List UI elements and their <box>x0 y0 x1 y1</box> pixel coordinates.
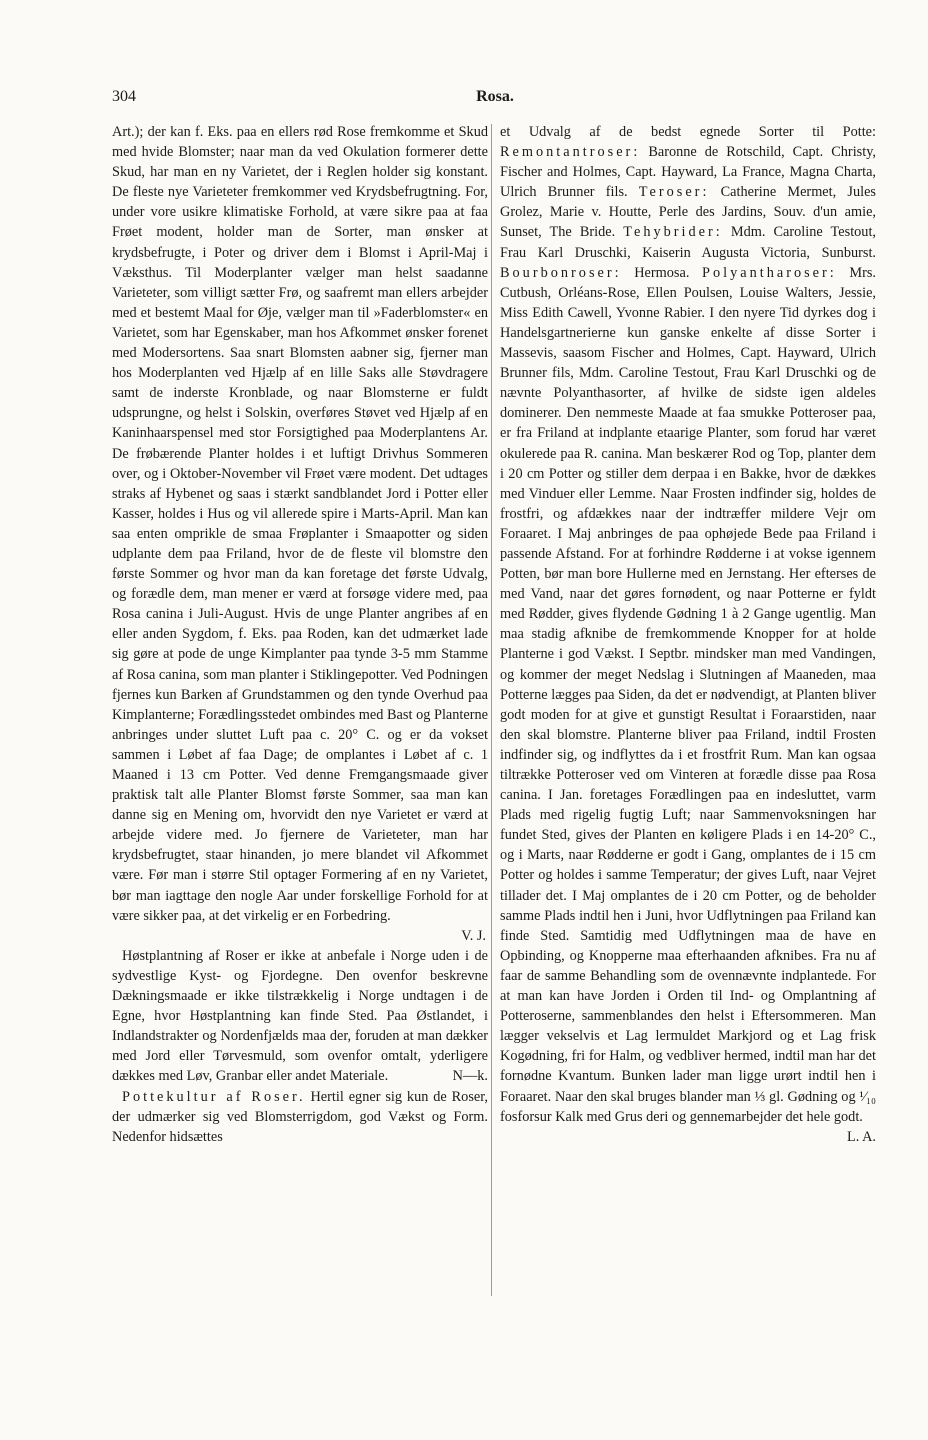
list-teroser: Catherine Mermet, Jules Grolez, Marie v. Houtte, Perle des Jardins, Souv. d'un amie, Sunset, The Bride. <box>500 184 876 241</box>
page-number: 304 <box>112 88 136 105</box>
heading-tehybrider: Tehybrider: <box>623 224 723 241</box>
signature-nk: N—k. <box>452 1068 488 1085</box>
autumn-planting-text: Høstplantning af Roser er ikke at anbefale i Norge uden i de sydvestlige Kyst- og Fjordegne. Den ovenfor beskrevne Dækningsmaade er ikke tilstrækkelig i Norge undtagen i de Egne, hvor Høstplantning kan finde Sted. Paa Østlandet, i Indlandstrakter og Nordenfjælds maa der, foruden at man dækker med Jord eller Tørvesmuld, som ovenfor omtalt, yderligere dækkes med Løv, Granbar eller andet Materiale. <box>112 947 488 1085</box>
running-title: Rosa. <box>476 88 514 105</box>
heading-bourbon: Bourbonroser: <box>500 264 622 281</box>
pot-culture-text: Hertil egner sig kun de Roser, der udmærker sig ved Blomsterrigdom, god Vækst og Form. Nedenfor hidsættes <box>112 1088 488 1145</box>
signature-la: L. A. <box>847 1128 876 1145</box>
pot-culture-heading: Pottekultur af Roser. <box>122 1088 306 1105</box>
right-column <box>500 122 876 1147</box>
paragraph-pot-varieties <box>500 122 877 1145</box>
heading-remontant: Remontantroser: <box>500 144 641 161</box>
list-remontant: Baronne de Rotschild, Capt. Christy, Fischer and Holmes, Capt. Hayward, La France, Magna Charta, Ulrich Brunner fils. <box>500 144 876 201</box>
signature-vj: V. J. <box>461 927 486 944</box>
pot-culture-method: I den nyere Tid dyrkes dog i Handelsgartnerierne kun ganske enkelte af disse Sorter i Massevis, saasom Fischer and Holmes, Capt. Hayward, Ulrich Brunner fils, Mdm. Caroline Testout, Frau Karl Druschki og de nævnte Polyanthasorter, af hvilke de sidste igen aldeles dominerer. Den nemmeste Maade at faa smukke Potteroser paa, er fra Friland at indplante etaarige Planter, som forud har været okulerede paa R. canina. Man beskærer Rod og Top, planter dem i 20 cm Potter og stiller dem derpaa i en Bakke, hvor de dækkes med Vinduer eller Lemme. Naar Frosten indfinder sig, holdes de frostfri, og afdækkes naar der indtræffer mildere Vejr om Foraaret. I Maj anbringes de paa ophøjede Bede paa Friland i passende Afstand. For at forhindre Rødderne i at vokse igennem Potten, bør man bore Hullerne med en Jernstang. Her efterses de med Vand, naar det gøres fornødent, og naar Potterne er fyldt med Rødder, gives flydende Gødning 1 à 2 Gange ugentlig. Man maa stadig afknibe de fremkommende Knopper for at holde Planterne i god Vækst. I Septbr. mindsker man med Vandingen, og kommer der meget Nedslag i Slutningen af Maaneden, maa Potterne lægges paa Siden, da det er nødvendigt, at Planten bliver godt moden for at give et gunstigt Resultat i Foraarstiden, naar den skal blomstre. Planterne bliver paa Friland, indtil Frosten indfinder sig, og indflyttes da i et frostfrit Rum. Man kan ogsaa tiltrække Potteroser ved om Vinteren at forædle disse paa Rosa canina. I Jan. foretages Forædlingen paa en indesluttet, varm Plads med rigelig fugtig Luft; naar Sammenvoksningen har fundet Sted, gives der Planten en køligere Plads i en 14-20° C., og i Marts, naar Rødderne er godt i Gang, omplantes de i 15 cm Potter og holdes i samme Temperatur; der gives Luft, naar Vejret tillader det. I Maj omplantes de i 20 cm Potter, og de beholder samme Plads indtil hen i Juni, hvor Udflytningen paa Friland kan finde Sted. Samtidig med Udflytningen maa de have en Opbinding, og Knopperne maa efterhaanden afknibes. Fra nu af faar de samme Behandling som de ovennævnte indplantede. For at man kan have Jorden i Orden til Ind- og Omplantning af Potteroserne, sammenblandes den helst i Eftersommeren. Man lægger vekselvis et Lag lermuldet Markjord og et Lag frisk Kogødning, fri for Halm, og vedbliver hermed, indtil man har det fornødne Kvantum. Bunken lader man ligge urørt indtil hen i Foraaret. Naar den skal bruges blander man ⅓ gl. Gødning og ¹⁄₁₀ fosforsur Kalk med Grus deri og gennemarbejder det hele godt. <box>500 304 876 1125</box>
varieties-intro: et Udvalg af de bedst egnede Sorter til Potte: <box>500 124 876 140</box>
left-column <box>112 122 488 1147</box>
list-tehybrider: Mdm. Caroline Testout, Frau Karl Druschki, Kaiserin Augusta Victoria, Sunburst. <box>500 224 877 261</box>
paragraph-pot-culture <box>112 1087 488 1147</box>
heading-teroser: Teroser: <box>638 184 710 201</box>
heading-polyantha: Polyantharoser: <box>702 264 837 281</box>
paragraph-rose-breeding: Art.); der kan f. Eks. paa en ellers rød Rose fremkomme et Skud med hvide Blomster; naar man da ved Okulation formerer dette Skud, har man en ny Varietet, der i Reglen holder sig konstant. De fleste nye Varieteter fremkommer ved Krydsbefrugtning. For, under vore usikre klimatiske Forhold, at være sikre paa at faa Frøet modent, holder man de Sorter, man ønsker at krydsbefrugte, i Poter og driver dem i Blomst i April-Maj i Væksthus. Til Moderplanter vælger man helst saadanne Varieteter, som villigt sætter Frø, og saafremt man ellers arbejder med et bestemt Maal for Øje, vælger man til »Faderblomster« en Varietet, som har Egenskaber, man hos Afkommet ønsker forenet med Modersortens. Saa snart Blomsten aabner sig, fjerner man hos Moderplanten ved Hjælp af en lille Saks alle Støvdragere samt de inderste Kronblade, og naar Blomsterne er fuldt udsprungne, og helst i Solskin, overføres Støvet ved Hjælp af en Kaninhaarspensel med stor Forsigtighed paa Moderplantens Ar. De frøbærende Planter holdes i et luftigt Drivhus Sommeren over, og i Oktober-November vil Frøet være modent. Det udtages straks af Hybenet og saas i stærkt sandblandet Jord i Potter eller Kasser, holdes i Hus og vil allerede spire i Marts-April. Man kan saa enten omprikle de smaa Frøplanter i Smaapotter og siden udplante dem paa Friland, hvor de de fleste vil blomstre den første Sommer og hvor man da kan foretage det første Udvalg, og forædle dem, man mener er værd at forsøge videre med, paa Rosa canina i Juli-August. Hvis de unge Planter angribes af en eller anden Sygdom, f. Eks. paa Roden, kan det udmærket lade sig gøre at pode de unge Kimplanter paa tynde 3-5 mm Stamme af Rosa canina, som man planter i Stiklingepotter. Ved Podningen fjernes kun Barken af Grundstammen og den tynde Overhud paa Kimplanterne; Forædlingsstedet ombindes med Bast og Planterne anbringes under sluttet Luft paa c. 20° C. og er da vokset sammen i Løbet af faa Dage; de omplantes i Løbet af c. 1 Maaned i 13 cm Potter. Ved denne Fremgangsmaade giver praktisk talt alle Planter Blomst første Sommer, saa man kan danne sig en Mening om, hvorvidt den nye Varietet er værd at arbejde videre med. Jo fjernere de Varieteter, man har krydsbefrugtet, staar hinanden, jo mere blandet vil Afkommet være. Før man i større Stil optager Formering af en ny Varietet, bør man iagttage den nogle Aar under forskellige Forhold for at være sikker paa, at det virkelig er en Forbedring. <box>112 124 488 924</box>
page-header <box>112 88 878 110</box>
column-divider <box>491 124 492 1296</box>
list-bourbon: Hermosa. <box>634 264 690 281</box>
paragraph-autumn-planting <box>112 946 488 1087</box>
list-polyantha: Mrs. Cutbush, Orléans-Rose, Ellen Poulsen, Louise Walters, Jessie, Miss Edith Cawell, Yvonne Rabier. <box>500 264 877 321</box>
